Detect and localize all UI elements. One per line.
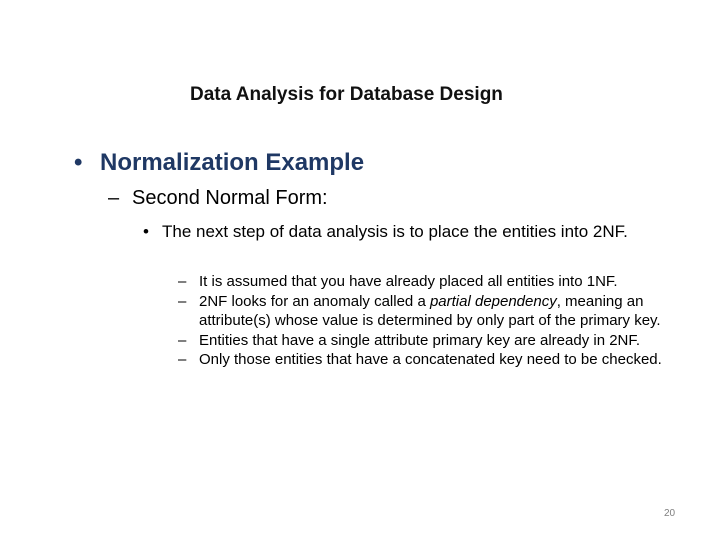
- bullet-icon: •: [74, 149, 83, 176]
- bullet-icon: •: [143, 222, 149, 241]
- subheading-text: Second Normal Form:: [132, 187, 328, 209]
- list-item: [178, 292, 678, 331]
- heading-text: Normalization Example: [100, 149, 365, 176]
- heading-normalization-example: [74, 149, 364, 177]
- list-item: [178, 331, 678, 351]
- subheading-second-normal-form: [108, 187, 328, 210]
- list-item: [178, 350, 678, 370]
- list-item-text: It is assumed that you have already placed all entities into 1NF.: [199, 273, 618, 290]
- bullet-list-level3: [143, 221, 683, 243]
- dash-icon: –: [178, 351, 187, 368]
- list-item-text: [199, 292, 678, 331]
- dash-icon: –: [178, 331, 187, 349]
- list-item-text: The next step of data analysis is to place the entities into 2NF.: [162, 222, 628, 241]
- list-item-text: Only those entities that have a concatenated key need to be checked.: [199, 351, 662, 368]
- text-after: , meaning an attribute(s) whose value is determined by only part of the primary key.: [199, 292, 661, 329]
- text-before: 2NF looks for an anomaly called a: [199, 292, 430, 310]
- dash-icon: –: [178, 292, 187, 310]
- list-item-text: Entities that have a single attribute primary key are already in 2NF.: [199, 331, 641, 349]
- list-item: [143, 221, 683, 243]
- bullet-list-level4: [178, 272, 678, 370]
- dash-icon: –: [178, 273, 187, 290]
- slide-title: Data Analysis for Database Design: [190, 84, 503, 105]
- dash-icon: –: [108, 187, 120, 209]
- list-item: [178, 272, 678, 292]
- page-number: 20: [664, 508, 676, 519]
- emphasized-term: partial dependency: [429, 292, 557, 310]
